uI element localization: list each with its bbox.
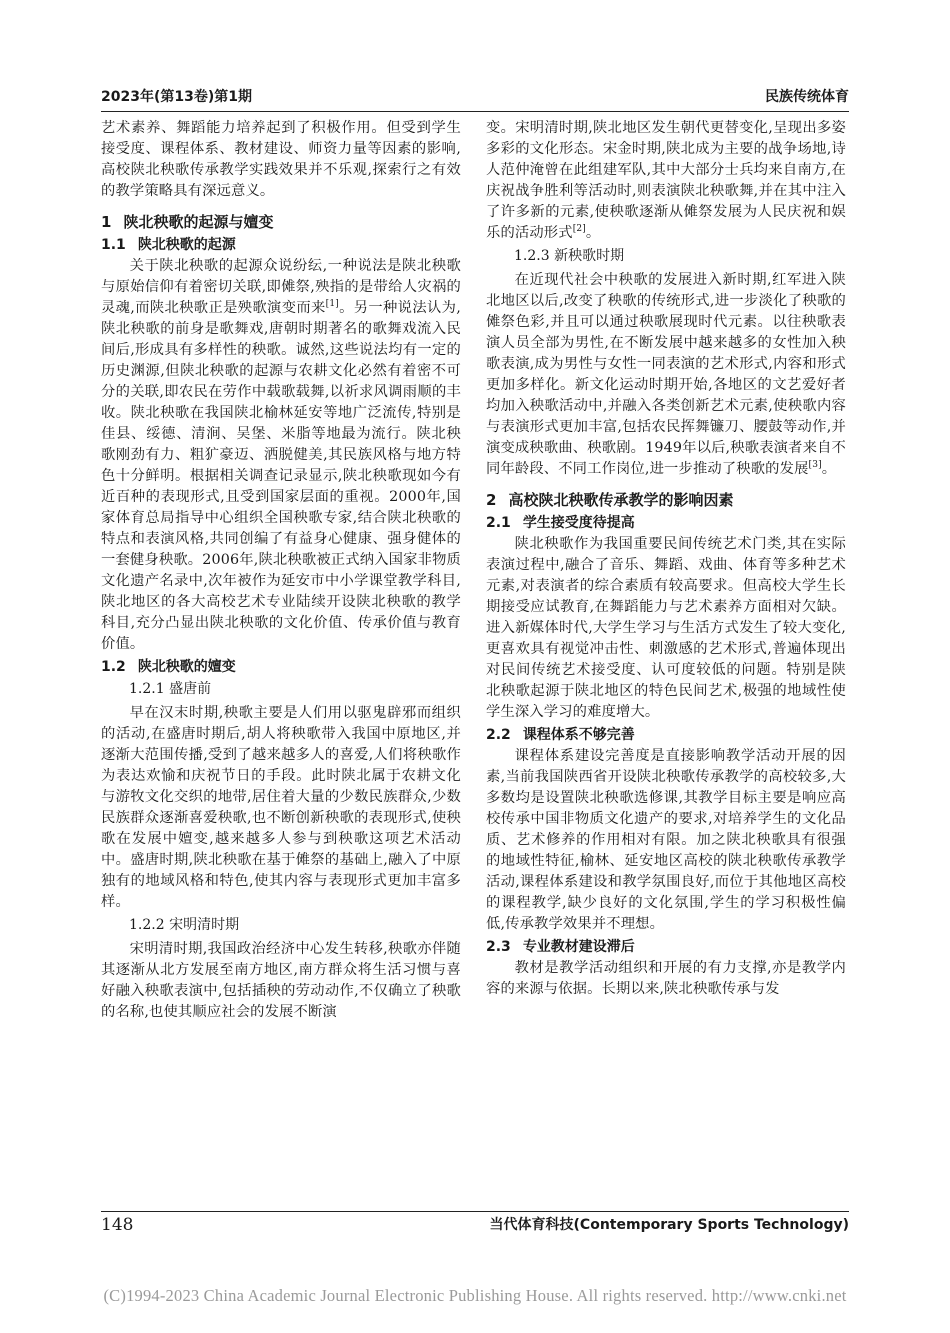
paragraph-textbooks: 教材是教学活动组织和开展的有力支撑,亦是教学内容的来源与依据。长期以来,陕北秧歌传承与发 xyxy=(486,960,846,997)
paragraph-new-yangge: 在近现代社会中秧歌的发展进入新时期,红军进入陕北地区以后,改变了秧歌的传统形式,进一步淡化了秧歌的傩祭色彩,并且可以通过秧歌展现时代元素。以往秧歌表演人员全部为男性,在不断发展中越来越多的女性加入秧歌表演,成为男性与女性一同表演的艺术形式,内容和形式更加多样化。新文化运动时期开始,各地区的文艺爱好者均加入秧歌活动中,并融入各类创新艺术元素,使秧歌内容与表演形式更加丰富,包括农民挥舞镰刀、腰鼓等动作,并演变成秧歌曲、秧歌剧。1949年以后,秧歌表演者来自不同年龄段、不同工作岗位,进一步推动了秧歌的发展[3]。 xyxy=(486,272,846,477)
citation-ref[interactable]: [1] xyxy=(325,299,339,310)
left-column xyxy=(101,118,461,1208)
citation-ref[interactable]: [3] xyxy=(808,460,822,471)
subsubsection-heading-1-2-2: 1.2.2 宋明清时期 xyxy=(129,917,240,933)
subsubsection-heading-1-2-3: 1.2.3 新秧歌时期 xyxy=(514,248,625,264)
copyright-watermark: (C)1994-2023 China Academic Journal Electronic Publishing House. All rights reserved. http://www.cnki.net xyxy=(103,1286,847,1305)
paragraph-acceptance: 陕北秧歌作为我国重要民间传统艺术门类,其在实际表演过程中,融合了音乐、舞蹈、戏曲、体育等多种艺术元素,对表演者的综合素质有较高要求。但高校大学生长期接受应试教育,在舞蹈能力与艺术素养方面相对欠缺。进入新媒体时代,大学生学习与生活方式发生了较大变化,更喜欢具有视觉冲击性、刺激感的艺术形式,普遍体现出对民间传统艺术接受度、认可度较低的问题。特别是陕北秧歌起源于陕北地区的特色民间艺术,极强的地域性使学生深入学习的难度增大。 xyxy=(486,536,846,720)
page-number: 148 xyxy=(101,1215,134,1235)
subsection-heading-1-2: 1.2 陕北秧歌的嬗变 xyxy=(101,659,236,675)
paragraph-curriculum: 课程体系建设完善度是直接影响教学活动开展的因素,当前我国陕西省开设陕北秧歌传承教学的高校较多,大多数均是设置陕北秧歌选修课,其教学目标主要是响应高校传承中国非物质文化遗产的要求,对培养学生的文化品质、艺术修养的作用相对有限。加之陕北秧歌具有很强的地域性特征,榆林、延安地区高校的陕北秧歌传承教学活动,课程体系建设和教学氛围良好,而位于其他地区高校的课程教学,缺少良好的文化氛围,学生的学习积极性偏低,传承教学效果并不理想。 xyxy=(486,748,846,932)
section-heading-2: 2 高校陕北秧歌传承教学的影响因素 xyxy=(486,491,734,509)
intro-paragraph: 艺术素养、舞蹈能力培养起到了积极作用。但受到学生接受度、课程体系、教材建设、师资力量等因素的影响,高校陕北秧歌传承教学实践效果并不乐观,探索行之有效的教学策略具有深远意义。 xyxy=(101,120,461,199)
subsection-heading-2-2: 2.2 课程体系不够完善 xyxy=(486,727,635,743)
subsection-heading-2-1: 2.1 学生接受度待提高 xyxy=(486,515,635,531)
footer-divider xyxy=(101,1211,849,1212)
section-label: 民族传统体育 xyxy=(765,89,849,105)
citation-ref[interactable]: [2] xyxy=(572,224,586,235)
paragraph-origin: 关于陕北秧歌的起源众说纷纭,一种说法是陕北秧歌与原始信仰有着密切关联,即傩祭,殃指的是带给人灾祸的灵魂,而陕北秧歌正是殃歌演变而来[1]。另一种说法认为,陕北秧歌的前身是歌舞戏,唐朝时期著名的歌舞戏流入民间后,形成具有多样性的秧歌。诚然,这些说法均有一定的历史渊源,但陕北秧歌的起源与农耕文化必然有着密不可分的关联,即农民在劳作中载歌载舞,以祈求风调雨顺的丰收。陕北秧歌在我国陕北榆林延安等地广泛流传,特别是佳县、绥德、清涧、吴堡、米脂等地最为流行。陕北秧歌刚劲有力、粗犷豪迈、洒脱健美,其民族风格与地方特色十分鲜明。根据相关调查记录显示,陕北秧歌现如今有近百种的表现形式,且受到国家层面的重视。2000年,国家体育总局指导中心组织全国秧歌专家,结合陕北秧歌的特点和表演风格,共同创编了有益身心健康、强身健体的一套健身秧歌。2006年,陕北秧歌被正式纳入国家非物质文化遗产名录中,次年被作为延安市中小学课堂教学科目,陕北地区的各大高校艺术专业陆续开设陕北秧歌的教学科目,充分凸显出陕北秧歌的文化价值、传承价值与教育价值。 xyxy=(101,258,461,652)
journal-name: 当代体育科技(Contemporary Sports Technology) xyxy=(489,1217,849,1233)
paragraph-song-ming-qing: 宋明清时期,我国政治经济中心发生转移,秧歌亦伴随其逐渐从北方发展至南方地区,南方群众将生活习惯与喜好融入秧歌表演中,包括插秧的劳动动作,不仅确立了秧歌的名称,也使其顺应社会的发展不断演 xyxy=(101,941,461,1020)
subsection-heading-1-1: 1.1 陕北秧歌的起源 xyxy=(101,237,236,253)
section-heading-1: 1 陕北秧歌的起源与嬗变 xyxy=(101,213,274,231)
issue-label: 2023年(第13卷)第1期 xyxy=(101,89,252,105)
right-column xyxy=(486,118,846,1208)
subsection-heading-2-3: 2.3 专业教材建设滞后 xyxy=(486,939,635,955)
paragraph-song-ming-qing-cont: 变。宋明清时期,陕北地区发生朝代更替变化,呈现出多姿多彩的文化形态。宋金时期,陕北成为主要的战争场地,诗人范仲淹曾在此组建军队,其中大部分士兵均来自南方,在庆祝战争胜利等活动时,则表演陕北秧歌舞,并在其中注入了许多新的元素,使秧歌逐渐从傩祭发展为人民庆祝和娱乐的活动形式[2]。 xyxy=(486,120,846,241)
subsubsection-heading-1-2-1: 1.2.1 盛唐前 xyxy=(129,681,212,697)
header-divider xyxy=(101,111,849,112)
paragraph-pre-tang: 早在汉末时期,秧歌主要是人们用以驱鬼辟邪而组织的活动,在盛唐时期后,胡人将秧歌带入我国中原地区,并逐渐大范围传播,受到了越来越多人的喜爱,人们将秧歌作为表达欢愉和庆祝节日的手段。此时陕北属于农耕文化与游牧文化交织的地带,居住着大量的少数民族群众,少数民族群众逐渐喜爱秧歌,也不断创新秧歌的表现形式,使秧歌在发展中嬗变,越来越多人参与到秧歌这项艺术活动中。盛唐时期,陕北秧歌在基于傩祭的基础上,融入了中原独有的地域风格和特色,使其内容与表现形式更加丰富多样。 xyxy=(101,705,461,910)
